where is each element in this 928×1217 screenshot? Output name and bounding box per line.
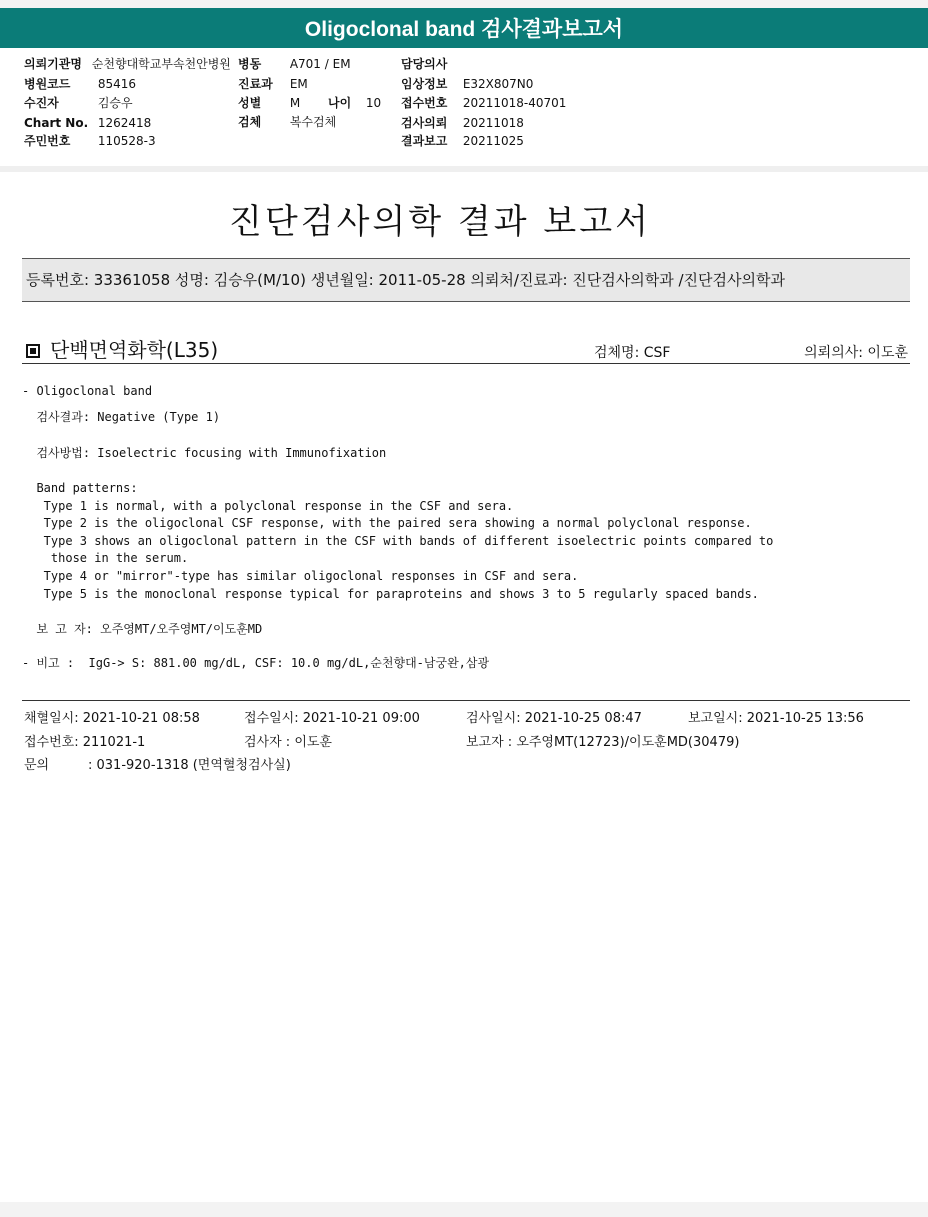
header-row-chart-no bbox=[24, 115, 151, 131]
footer-reporter: 보고자 : 오주영MT(12723)/이도훈MD(30479) bbox=[466, 735, 740, 750]
header-row-department bbox=[238, 76, 308, 92]
section-title-text: 단백면역화학(L35) bbox=[50, 338, 219, 362]
band-pattern-line: Type 5 is the monoclonal response typical for paraproteins and shows 3 to 5 regularly spaced bands. bbox=[22, 587, 759, 601]
header-label: 진료과 bbox=[238, 77, 273, 91]
footer-tester: 검사자 : 이도훈 bbox=[244, 735, 332, 750]
header-label: 나이 bbox=[328, 96, 352, 110]
request-header bbox=[0, 48, 928, 166]
header-label: 의뢰기관명 bbox=[24, 57, 82, 71]
header-label: 담당의사 bbox=[401, 57, 448, 71]
header-label: 접수번호 bbox=[401, 96, 448, 110]
report-banner bbox=[0, 8, 928, 48]
section-title bbox=[26, 334, 218, 363]
header-label: 성별 bbox=[238, 96, 262, 110]
result-method: 검사방법: Isoelectric focusing with Immunofixation bbox=[22, 446, 387, 460]
header-value: M bbox=[289, 96, 301, 110]
header-row-clinical-info bbox=[401, 76, 533, 92]
patient-info-bar: 등록번호: 33361058 성명: 김승우(M/10) 생년월일: 2011-05-28 의뢰처/진료과: 진단검사의학과 /진단검사의학과 bbox=[22, 258, 910, 302]
header-value: 20211018 bbox=[462, 116, 524, 130]
header-row-institution bbox=[24, 56, 231, 72]
header-value: 110528-3 bbox=[97, 134, 156, 148]
receive-datetime: 접수일시: 2021-10-21 09:00 bbox=[244, 711, 420, 726]
result-value: 검사결과: Negative (Type 1) bbox=[22, 410, 221, 424]
collect-datetime: 채혈일시: 2021-10-21 08:58 bbox=[24, 711, 200, 726]
header-label: Chart No. bbox=[24, 116, 89, 130]
remarks-line: - 비고 : IgG-> S: 881.00 mg/dL, CSF: 10.0 mg/dL,순천향대-남궁완,삼광 bbox=[22, 656, 490, 670]
header-label: 임상정보 bbox=[401, 77, 448, 91]
header-value: 순천향대학교부속천안병원 bbox=[91, 57, 231, 71]
test-datetime: 검사일시: 2021-10-25 08:47 bbox=[466, 711, 642, 726]
header-row-age bbox=[328, 95, 381, 111]
header-label: 검사의뢰 bbox=[401, 116, 448, 130]
footer-receipt-no: 접수번호: 211021-1 bbox=[24, 735, 146, 750]
band-patterns-heading: Band patterns: bbox=[22, 481, 138, 495]
result-test-name: - Oligoclonal band bbox=[22, 384, 153, 398]
header-value: A701 / EM bbox=[289, 57, 351, 71]
header-label: 주민번호 bbox=[24, 134, 71, 148]
header-label: 수진자 bbox=[24, 96, 59, 110]
specimen-name: 검체명: CSF bbox=[594, 345, 671, 361]
header-value: 복수검체 bbox=[289, 115, 337, 129]
header-value: 20211018-40701 bbox=[462, 96, 567, 110]
band-pattern-line: Type 1 is normal, with a polyclonal response in the CSF and sera. bbox=[22, 499, 514, 513]
header-label: 검체 bbox=[238, 115, 262, 129]
report-body bbox=[0, 172, 928, 1202]
band-pattern-line: Type 4 or "mirror"-type has similar oligoclonal responses in CSF and sera. bbox=[22, 569, 579, 583]
header-row-hospital-code bbox=[24, 76, 136, 92]
inquiry-value: : 031-920-1318 (면역혈청검사실) bbox=[88, 758, 291, 773]
square-bullet-icon bbox=[26, 344, 40, 358]
header-value: 10 bbox=[365, 96, 382, 110]
header-label: 병동 bbox=[238, 57, 262, 71]
header-label: 결과보고 bbox=[401, 134, 448, 148]
header-row-ward bbox=[238, 56, 351, 72]
reporter-line: 보 고 자: 오주영MT/오주영MT/이도훈MD bbox=[22, 622, 263, 636]
header-value: EM bbox=[289, 77, 308, 91]
header-value: 1262418 bbox=[97, 116, 152, 130]
header-row-patient bbox=[24, 95, 133, 111]
header-value: 김승우 bbox=[97, 96, 133, 110]
footer-inquiry bbox=[24, 757, 291, 775]
bottom-background bbox=[0, 1202, 928, 1217]
header-row-attending bbox=[401, 56, 459, 72]
band-pattern-line: Type 2 is the oligoclonal CSF response, with the paired sera showing a normal polyclonal response. bbox=[22, 516, 752, 530]
header-row-resident-no bbox=[24, 133, 156, 149]
header-row-report-date bbox=[401, 133, 524, 149]
banner-title: Oligoclonal band 검사결과보고서 bbox=[304, 18, 624, 41]
header-value: 85416 bbox=[97, 77, 137, 91]
header-label: 병원코드 bbox=[24, 77, 71, 91]
section-header bbox=[22, 332, 910, 364]
header-row-sex bbox=[238, 95, 300, 111]
report-datetime: 보고일시: 2021-10-25 13:56 bbox=[688, 711, 864, 726]
header-value: E32X807N0 bbox=[462, 77, 534, 91]
band-pattern-line: those in the serum. bbox=[22, 551, 189, 565]
band-pattern-line: Type 3 shows an oligoclonal pattern in the CSF with bands of different isoelectric points compared to bbox=[22, 534, 774, 548]
requesting-doctor: 의뢰의사: 이도훈 bbox=[804, 345, 908, 361]
header-row-receipt-no bbox=[401, 95, 566, 111]
report-title: 진단검사의학 결과 보고서 bbox=[229, 202, 651, 242]
inquiry-label: 문의 bbox=[24, 758, 50, 773]
header-value: 20211025 bbox=[462, 134, 524, 148]
footer-separator bbox=[22, 700, 910, 701]
header-row-request-date bbox=[401, 115, 524, 131]
header-row-specimen bbox=[238, 114, 336, 130]
